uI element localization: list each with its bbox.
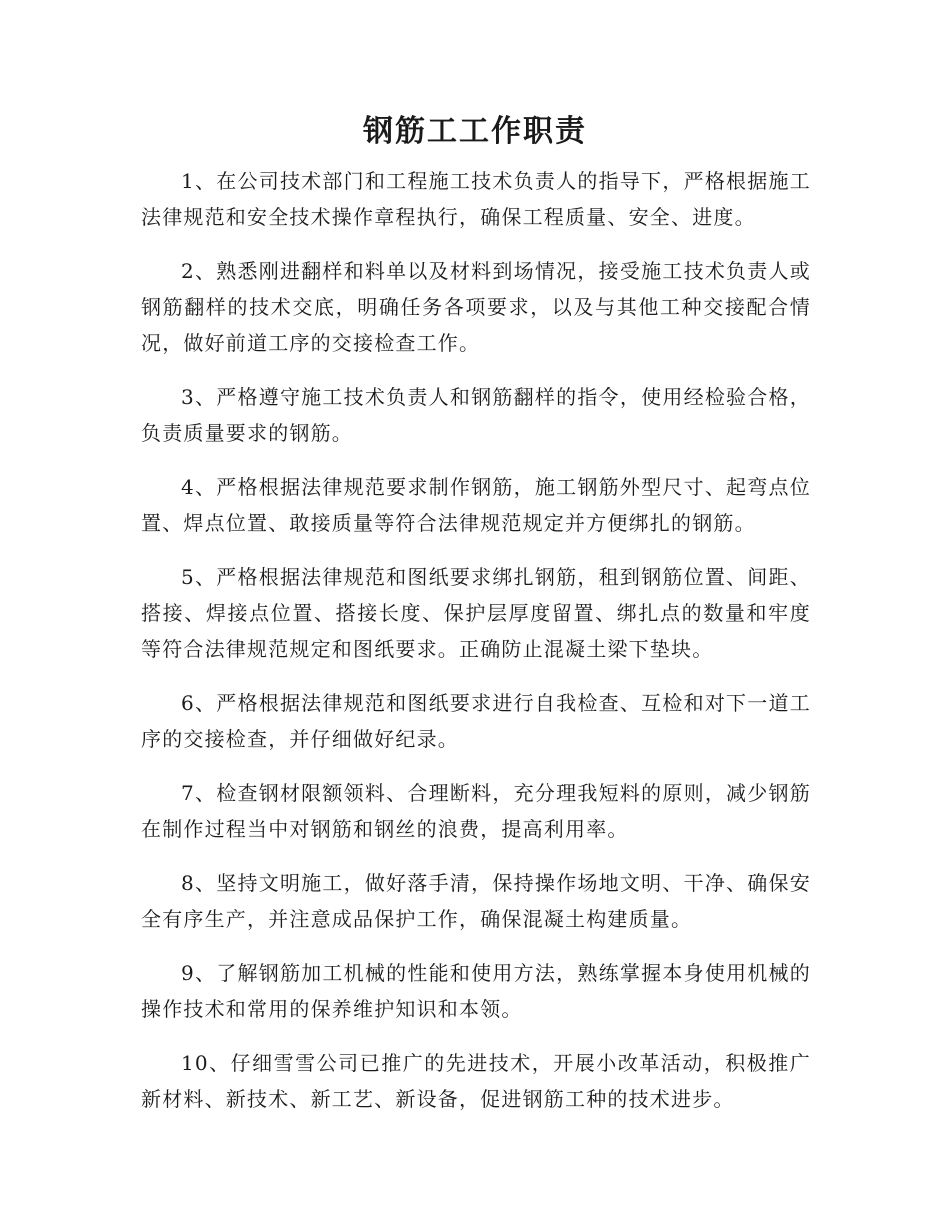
document-body — [141, 163, 811, 1135]
paragraph-5: 5、严格根据法律规范和图纸要求绑扎钢筋，租到钢筋位置、间距、搭接、焊接点位置、搭接长度、保护层厚度留置、绑扎点的数量和牢度等符合法律规范规定和图纸要求。正确防止混凝土梁下垫块。 — [141, 565, 811, 661]
paragraph-8: 8、坚持文明施工，做好落手清，保持操作场地文明、干净、确保安全有序生产，并注意成品保护工作，确保混凝土构建质量。 — [141, 871, 811, 931]
paragraph-10: 10、仔细雪雪公司已推广的先进技术，开展小改革活动，积极推广新材料、新技术、新工艺、新设备，促进钢筋工种的技术进步。 — [141, 1051, 811, 1111]
paragraph-6: 6、严格根据法律规范和图纸要求进行自我检查、互检和对下一道工序的交接检查，并仔细做好纪录。 — [141, 691, 811, 751]
paragraph-7: 7、检查钢材限额领料、合理断料，充分理我短料的原则，减少钢筋在制作过程当中对钢筋和钢丝的浪费，提高利用率。 — [141, 781, 811, 841]
paragraph-3: 3、严格遵守施工技术负责人和钢筋翻样的指令，使用经检验合格，负责质量要求的钢筋。 — [141, 385, 811, 445]
paragraph-4: 4、严格根据法律规范要求制作钢筋，施工钢筋外型尺寸、起弯点位置、焊点位置、敢接质量等符合法律规范规定并方便绑扎的钢筋。 — [141, 475, 811, 535]
paragraph-9: 9、了解钢筋加工机械的性能和使用方法，熟练掌握本身使用机械的操作技术和常用的保养维护知识和本领。 — [141, 961, 811, 1021]
paragraph-1: 1、在公司技术部门和工程施工技术负责人的指导下，严格根据施工法律规范和安全技术操作章程执行，确保工程质量、安全、进度。 — [141, 169, 811, 229]
document-title: 钢筋工工作职责 — [363, 114, 587, 149]
paragraph-2: 2、熟悉刚进翻样和料单以及材料到场情况，接受施工技术负责人或钢筋翻样的技术交底，明确任务各项要求，以及与其他工种交接配合情况，做好前道工序的交接检查工作。 — [141, 259, 811, 355]
